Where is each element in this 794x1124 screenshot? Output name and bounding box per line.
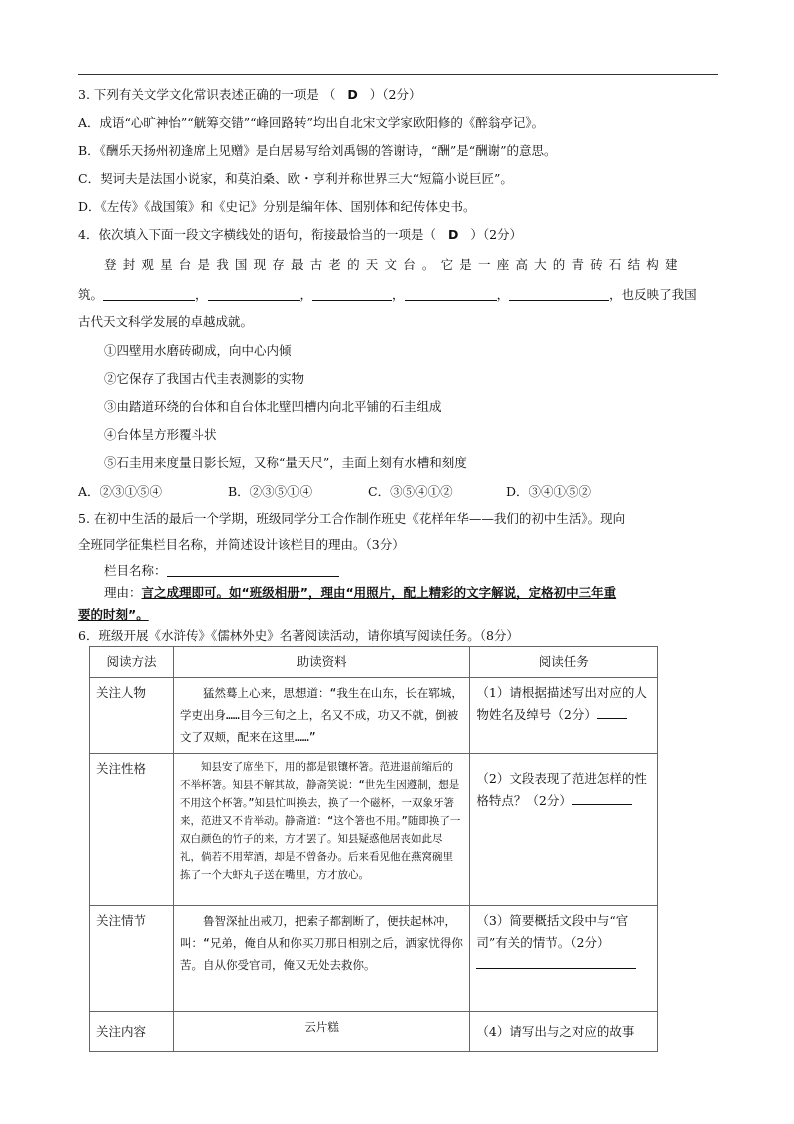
q4-sentence-1: ①四壁用水磨砖砌成，向中心内倾 [104, 343, 292, 358]
row3-answer-blank[interactable] [476, 956, 636, 969]
q4-paragraph-line1: 登封观星台是我国现存最古老的天文台。它是一座高大的青砖石结构建 [104, 257, 684, 272]
q4-sentence-4: ④台体呈方形覆斗状 [104, 427, 217, 442]
q3-option-a: A．成语“心旷神怡”“觥筹交错”“峰回路转”均出自北宋文学家欧阳修的《醉翁亭记》。 [78, 115, 545, 130]
q5-reason-line2: 要的时刻”。 [78, 607, 149, 622]
table-row [90, 1012, 658, 1052]
row2-material: 知县安了席坐下，用的都是银镶杯箸。范进退前缩后的不举杯箸。知县不解其故，静斋笑说：“世先生因遵制，想是不用这个杯箸。”知县忙叫换去，换了一个磁杯，一双象牙箸来，范进又不肯举动。静斋道：“这个箸也不用。”随即换了一双白颜色的竹子的来，方才罢了。知县疑惑他居丧如此尽礼，倘若不用荤酒，却是不曾备办。后来看见他在燕窝碗里拣了一个大虾丸子送在嘴里，方才放心。 [173, 754, 469, 906]
fill-blank-2[interactable] [208, 288, 300, 301]
fill-blank-3[interactable] [312, 288, 392, 301]
row1-answer-blank[interactable] [597, 706, 627, 719]
header-rule [78, 74, 718, 75]
q4-stem: 4．依次填入下面一段文字横线处的语句，衔接最恰当的一项是（ D ）（2分） [78, 227, 523, 242]
q5-reason-answer: 言之成理即可。如“班级相册”，理由“用照片，配上精彩的文字解说，定格初中三年重 [141, 585, 617, 600]
fill-blank-5[interactable] [509, 288, 609, 301]
row3-task[interactable]: （3）简要概括文段中与“官司”有关的情节。（2分） [470, 906, 658, 1012]
q5-column-name: 栏目名称： [104, 562, 339, 580]
header-method: 阅读方法 [90, 647, 174, 678]
q4-choice-b: B．②③⑤①④ [228, 484, 313, 499]
fill-blank-4[interactable] [405, 288, 497, 301]
q6-stem: 6．班级开展《水浒传》《儒林外史》名著阅读活动，请你填写阅读任务。（8分） [78, 628, 519, 643]
row4-task[interactable]: （4）请写出与之对应的故事 [470, 1012, 658, 1052]
row4-method: 关注内容 [90, 1012, 174, 1052]
reading-task-table [89, 646, 658, 1052]
row1-method: 关注人物 [90, 678, 174, 754]
row3-method: 关注情节 [90, 906, 174, 1012]
row1-task[interactable]: （1）请根据描述写出对应的人物姓名及绰号（2分） [470, 678, 658, 754]
q4-choice-a: A．②③①⑤④ [78, 484, 163, 499]
q3-option-b: B．《酬乐天扬州初逢席上见赠》是白居易写给刘禹锡的答谢诗，“酬”是“酬谢”的意思。 [78, 143, 557, 158]
row2-task[interactable]: （2）文段表现了范进怎样的性格特点？（2分） [470, 754, 658, 906]
q4-choice-d: D．③④①⑤② [506, 484, 592, 499]
header-material: 助读资料 [173, 647, 469, 678]
table-row [90, 678, 658, 754]
column-name-input[interactable] [167, 564, 339, 577]
row4-material: 云片糕 [173, 1012, 469, 1052]
q5-stem-line1: 5. 在初中生活的最后一个学期，班级同学分工合作制作班史《花样年华——我们的初中生活》。现向 [78, 511, 626, 526]
q4-paragraph-line3: 古代天文科学发展的卓越成就。 [78, 314, 254, 329]
q4-sentence-2: ②它保存了我国古代圭表测影的实物 [104, 371, 305, 386]
table-header-row [90, 647, 658, 678]
row1-material: 猛然蓦上心来，思想道：“我生在山东，长在郓城，学吏出身……目今三旬之上，名又不成，功又不就，倒被文了双颊，配来在这里……” [173, 678, 469, 754]
row2-answer-blank[interactable] [572, 792, 632, 805]
q3-option-c: C．契诃夫是法国小说家，和莫泊桑、欧・亨利并称世界三大“短篇小说巨匠”。 [78, 171, 513, 186]
q4-choice-c: C．③⑤④①② [368, 484, 453, 499]
table-row [90, 754, 658, 906]
q5-stem-line2: 全班同学征集栏目名称，并简述设计该栏目的理由。（3分） [78, 537, 405, 552]
q4-sentence-5: ⑤石圭用来度量日影长短，又称“量天尺”，圭面上刻有水槽和刻度 [104, 455, 467, 470]
q5-reason-line1: 理由：言之成理即可。如“班级相册”，理由“用照片，配上精彩的文字解说，定格初中三年重 [104, 585, 617, 600]
row3-material: 鲁智深扯出戒刀，把索子都割断了，便扶起林冲，叫：“兄弟，俺自从和你买刀那日相别之后，洒家忧得你苦。自从你受官司，俺又无处去救你。 [173, 906, 469, 1012]
q4-sentence-3: ③由踏道环绕的台体和自台体北壁凹槽内向北平铺的石圭组成 [104, 399, 442, 414]
q4-paragraph-line2: 筑。 ， ， ， ， ，也反映了我国 [78, 287, 697, 302]
q4-answer: D [447, 227, 459, 242]
fill-blank-1[interactable] [103, 288, 195, 301]
q3-answer: D [347, 87, 358, 102]
header-task: 阅读任务 [470, 647, 658, 678]
q3-stem: 3. 下列有关文学文化常识表述正确的一项是 （ D ）（2分） [78, 87, 422, 102]
row2-method: 关注性格 [90, 754, 174, 906]
q3-option-d: D．《左传》《战国策》和《史记》分别是编年体、国别体和纪传体史书。 [78, 199, 476, 214]
table-row [90, 906, 658, 1012]
